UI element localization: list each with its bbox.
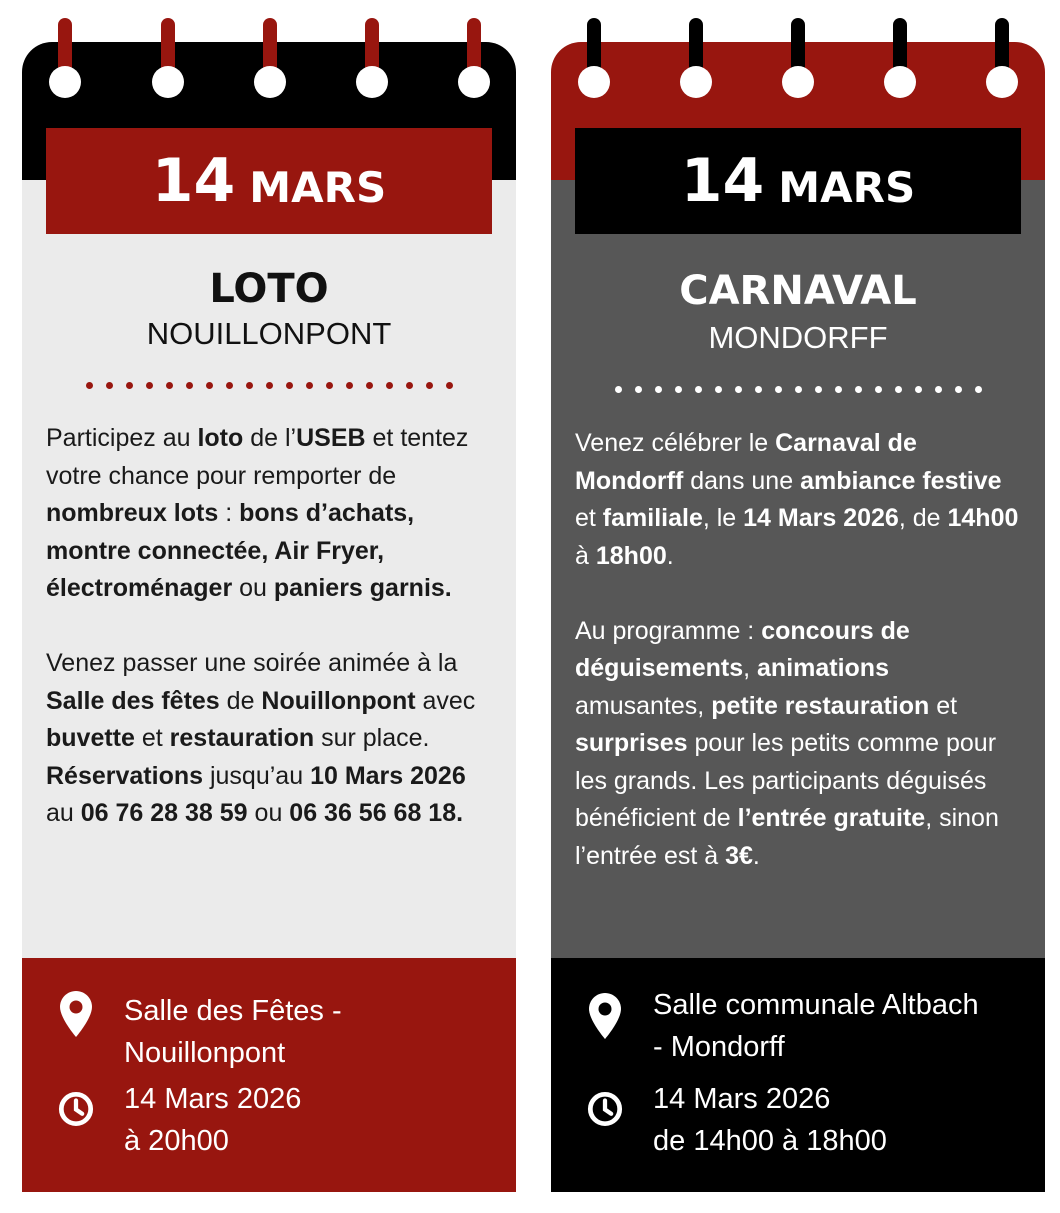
event-footer — [22, 958, 516, 1192]
place-line: - Mondorff — [653, 1031, 785, 1063]
description-highlight: 18h00 — [595, 541, 667, 570]
calendar-rings — [22, 0, 516, 100]
description-text: jusqu’au — [203, 761, 311, 790]
place-line: Nouillonpont — [124, 1037, 286, 1069]
time-line: 14 Mars 2026 — [124, 1083, 302, 1115]
event-date — [46, 128, 492, 234]
binder-ring-icon — [587, 18, 601, 100]
description-text: ou — [247, 799, 290, 827]
date-day: 14 — [680, 146, 765, 216]
event-location-name: MONDORFF — [708, 320, 888, 355]
description-paragraph — [575, 613, 1021, 876]
date-day: 14 — [151, 146, 236, 216]
description-highlight: Nouillonpont — [261, 686, 416, 715]
event-description — [575, 425, 1021, 913]
binder-ring-icon — [365, 18, 379, 100]
place-line: Salle des Fêtes - — [124, 995, 342, 1027]
description-text: Venez célébrer le — [575, 429, 776, 457]
description-text: à — [575, 541, 596, 570]
binder-ring-icon — [791, 18, 805, 100]
description-highlight: 06 36 56 68 18. — [289, 799, 464, 827]
description-highlight: 14 Mars 2026 — [743, 504, 899, 532]
description-text: et — [134, 724, 170, 752]
event-time-text — [653, 1078, 887, 1162]
description-paragraph — [46, 420, 498, 608]
clock-icon — [58, 1078, 94, 1140]
description-text: avec — [415, 686, 476, 715]
description-highlight: restauration — [169, 724, 315, 752]
place-line: Salle communale Altbach — [653, 989, 979, 1021]
time-line: de 14h00 à 18h00 — [653, 1125, 887, 1157]
description-text: pour les petits comme pour les grands. Les participants déguisés bénéficient de — [575, 729, 997, 832]
description-text: , — [743, 654, 758, 682]
description-highlight: 06 76 28 38 59 — [80, 799, 248, 827]
dotted-divider — [22, 382, 516, 389]
event-place — [587, 984, 979, 1068]
calendar-rings — [551, 0, 1045, 100]
event-card-loto — [22, 0, 516, 1192]
binder-ring-icon — [893, 18, 907, 100]
binder-ring-icon — [263, 18, 277, 100]
description-paragraph — [575, 425, 1021, 575]
description-text: : — [218, 499, 240, 527]
description-text: . — [752, 841, 760, 870]
event-time-text — [124, 1078, 301, 1162]
description-text: de l’ — [243, 424, 297, 452]
event-footer — [551, 958, 1045, 1192]
description-highlight: loto — [197, 424, 244, 452]
event-time — [58, 1078, 301, 1162]
description-text: et — [575, 504, 603, 532]
description-highlight: nombreux lots — [46, 499, 219, 527]
description-text: Au programme : — [575, 616, 762, 645]
date-month: MARS — [778, 162, 916, 212]
dotted-divider — [551, 386, 1045, 393]
description-text: dans une — [683, 466, 801, 495]
binder-ring-icon — [58, 18, 72, 100]
description-text: et tentez votre chance pour remporter de — [46, 424, 469, 490]
date-month: MARS — [249, 162, 387, 212]
description-highlight: l’entrée gratuite — [737, 804, 926, 832]
description-text: de — [219, 686, 262, 715]
event-location-name: NOUILLONPONT — [146, 316, 392, 351]
description-highlight: Carnaval de Mondorff — [575, 429, 917, 495]
description-text: sur place. — [314, 724, 430, 752]
description-highlight: 10 Mars 2026 — [310, 761, 466, 790]
description-highlight: 14h00 — [947, 504, 1019, 532]
description-highlight: animations — [757, 654, 889, 682]
event-place-text — [653, 984, 979, 1068]
event-title: LOTO — [209, 266, 329, 312]
description-highlight: paniers garnis. — [273, 574, 452, 602]
time-line: à 20h00 — [124, 1125, 229, 1157]
description-highlight: 3€ — [725, 841, 753, 870]
binder-ring-icon — [467, 18, 481, 100]
event-place-text — [124, 990, 342, 1074]
description-text: , le — [702, 504, 744, 532]
description-highlight: petite restauration — [711, 691, 930, 720]
description-highlight: bons d’achats, montre connectée, Air Fryer, électroménager — [46, 499, 415, 602]
description-highlight: familiale — [602, 504, 703, 532]
event-card-carnaval — [551, 0, 1045, 1192]
description-highlight: Réservations — [46, 761, 204, 790]
description-highlight: USEB — [296, 424, 366, 452]
description-text: et — [929, 691, 958, 720]
clock-icon — [587, 1078, 623, 1140]
binder-ring-icon — [995, 18, 1009, 100]
location-pin-icon — [58, 990, 94, 1040]
event-time — [587, 1078, 887, 1162]
description-text: . — [666, 541, 674, 570]
binder-ring-icon — [689, 18, 703, 100]
description-text: , sinon l’entrée est à — [575, 804, 999, 870]
description-highlight: concours de déguisements — [575, 616, 910, 682]
description-paragraph — [46, 645, 498, 833]
description-text: Participez au — [46, 424, 198, 452]
description-text: , de — [898, 504, 948, 532]
event-description — [46, 420, 498, 870]
event-title: CARNAVAL — [679, 268, 917, 314]
event-place — [58, 990, 342, 1074]
description-text: amusantes, — [575, 691, 712, 720]
description-text: Venez passer une soirée animée à la — [46, 649, 458, 677]
description-highlight: Salle des fêtes — [46, 686, 220, 715]
description-text: au — [46, 799, 81, 827]
description-highlight: buvette — [46, 724, 135, 752]
description-highlight: surprises — [575, 729, 688, 757]
time-line: 14 Mars 2026 — [653, 1083, 831, 1115]
description-highlight: ambiance festive — [800, 466, 1002, 495]
event-date — [575, 128, 1021, 234]
description-text: ou — [232, 574, 274, 602]
location-pin-icon — [587, 984, 623, 1042]
binder-ring-icon — [161, 18, 175, 100]
